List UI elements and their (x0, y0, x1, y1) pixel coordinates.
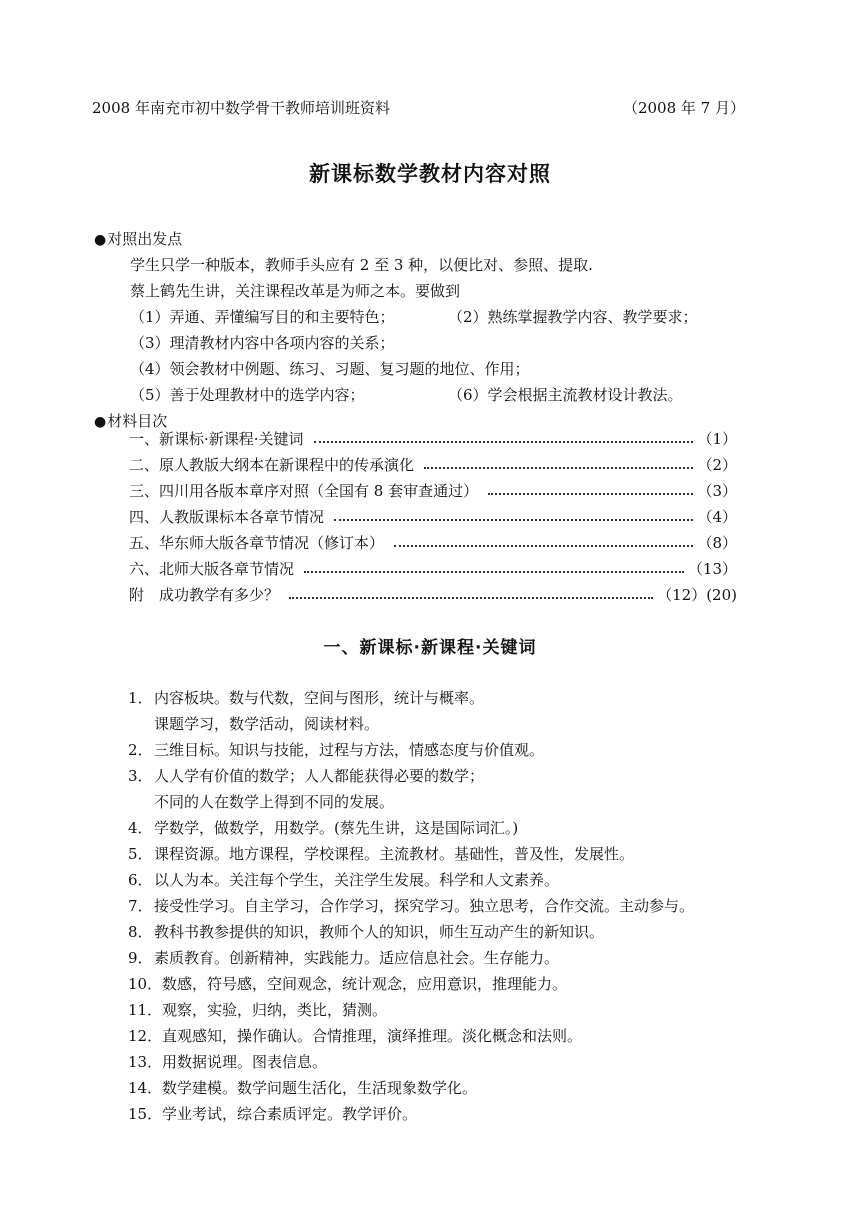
toc-label: 附 成功教学有多少？ (129, 586, 280, 604)
toc-page: （1） (697, 430, 737, 448)
point-item: （4）领会教材中例题、练习、习题、复习题的地位、作用； (130, 360, 530, 378)
document-title: 新课标数学教材内容对照 (309, 162, 551, 186)
item-text: 人人学有价值的数学；人人都能获得必要的数学； (154, 767, 485, 785)
section-heading (94, 226, 794, 252)
keyword-list (128, 685, 828, 1127)
item-text: 素质教育。创新精神，实践能力。适应信息社会。生存能力。 (154, 949, 560, 967)
header-right: （2008 年 7 月） (622, 99, 745, 117)
paragraph-line: 学生只学一种版本，教师手头应有 2 至 3 种，以便比对、参照、提取. (130, 256, 593, 274)
list-item (128, 867, 828, 893)
page-header (92, 97, 745, 118)
item-number: 11． (128, 1001, 163, 1019)
list-item (128, 1075, 828, 1101)
toc-label: 三、四川用各版本章序对照（全国有 8 套审查通过） (129, 482, 479, 500)
toc-leader-dots (334, 509, 693, 521)
point-item: （5）善于处理教材中的选学内容； (130, 386, 365, 404)
list-item (128, 971, 828, 997)
section-heading-text: 对照出发点 (107, 230, 183, 248)
toc-page: （13） (687, 560, 737, 578)
toc-leader-dots (394, 535, 693, 547)
list-item (128, 1049, 828, 1075)
toc-leader-dots (488, 483, 693, 495)
toc-page: （4） (697, 508, 737, 526)
item-number: 5． (128, 845, 153, 863)
toc-label: 四、人教版课标本各章节情况 (129, 508, 325, 526)
toc-label: 一、新课标·新课程·关键词 (129, 430, 304, 448)
section-title: 一、新课标·新课程·关键词 (323, 638, 537, 658)
item-number: 1． (128, 689, 153, 707)
item-text: 数感，符号感，空间观念，统计观念，应用意识，推理能力。 (162, 975, 568, 993)
point-item: （2）熟练掌握教学内容、教学要求； (448, 308, 698, 326)
list-item (128, 815, 828, 841)
item-number: 6． (128, 871, 153, 889)
toc-leader-dots (424, 457, 693, 469)
item-text: 内容板块。数与代数，空间与图形，统计与概率。 (154, 689, 485, 707)
list-item (128, 919, 828, 945)
toc-entry (129, 582, 737, 608)
item-text: 数学建模。数学问题生活化，生活现象数学化。 (162, 1079, 478, 1097)
toc-leader-dots (289, 587, 653, 599)
toc-entry (129, 452, 737, 478)
point-item: （1）弄通、弄懂编写目的和主要特色； (130, 308, 395, 326)
item-number: 12． (128, 1027, 163, 1045)
item-text: 观察，实验，归纳，类比，猜测。 (162, 1001, 388, 1019)
item-number: 9． (128, 949, 153, 967)
list-item-continuation: 不同的人在数学上得到不同的发展。 (154, 793, 395, 811)
item-text: 学业考试，综合素质评定。教学评价。 (162, 1105, 418, 1123)
toc-label: 五、华东师大版各章节情况（修订本） (129, 534, 385, 552)
list-item (128, 737, 828, 763)
item-text: 教科书教参提供的知识，教师个人的知识，师生互动产生的新知识。 (154, 923, 605, 941)
item-number: 2． (128, 741, 153, 759)
list-item (128, 893, 828, 919)
list-item (128, 1023, 828, 1049)
toc-label: 二、原人教版大纲本在新课程中的传承演化 (129, 456, 415, 474)
point-item: （3）理清教材内容中各项内容的关系； (130, 334, 395, 352)
list-item (128, 1101, 828, 1127)
list-item (128, 997, 828, 1023)
item-text: 学数学，做数学，用数学。(蔡先生讲，这是国际词汇。) (154, 819, 519, 837)
toc-entry (129, 556, 737, 582)
toc-page: （12）(20) (657, 586, 737, 604)
toc-label: 六、北师大版各章节情况 (129, 560, 295, 578)
item-number: 15． (128, 1105, 163, 1123)
points-row (94, 304, 794, 330)
point-item: （6）学会根据主流教材设计教法。 (448, 386, 683, 404)
points-row (94, 382, 794, 408)
toc-page: （3） (697, 482, 737, 500)
toc-page: （8） (697, 534, 737, 552)
toc-leader-dots (304, 561, 684, 573)
list-item (128, 841, 828, 867)
section-heading-text: 材料目次 (107, 412, 168, 430)
item-text: 以人为本。关注每个学生，关注学生发展。科学和人文素养。 (154, 871, 560, 889)
list-item-continuation: 课题学习，数学活动，阅读材料。 (154, 715, 380, 733)
item-number: 10． (128, 975, 163, 993)
bullet-icon: ● (94, 232, 107, 248)
item-text: 课程资源。地方课程，学校课程。主流教材。基础性，普及性，发展性。 (154, 845, 635, 863)
item-number: 14． (128, 1079, 163, 1097)
toc-entry (129, 504, 737, 530)
list-item (128, 945, 828, 971)
item-number: 13． (128, 1053, 163, 1071)
header-left: 2008 年南充市初中数学骨干教师培训班资料 (92, 99, 390, 117)
item-text: 用数据说理。图表信息。 (162, 1053, 328, 1071)
list-item (128, 763, 828, 789)
table-of-contents (129, 426, 737, 608)
toc-entry (129, 530, 737, 556)
item-number: 3． (128, 767, 153, 785)
item-text: 三维目标。知识与技能，过程与方法，情感态度与价值观。 (154, 741, 545, 759)
toc-page: （2） (697, 456, 737, 474)
toc-entry (129, 478, 737, 504)
toc-leader-dots (314, 431, 694, 443)
toc-entry (129, 426, 737, 452)
bullet-icon: ● (94, 414, 107, 430)
paragraph-line: 蔡上鹤先生讲，关注课程改革是为师之本。要做到 (130, 282, 461, 300)
item-number: 4． (128, 819, 153, 837)
section-comparison-basis (94, 226, 794, 434)
item-text: 直观感知，操作确认。合情推理，演绎推理。淡化概念和法则。 (162, 1027, 583, 1045)
list-item (128, 685, 828, 711)
item-number: 7． (128, 897, 153, 915)
item-number: 8． (128, 923, 153, 941)
item-text: 接受性学习。自主学习，合作学习，探究学习。独立思考，合作交流。主动参与。 (154, 897, 695, 915)
